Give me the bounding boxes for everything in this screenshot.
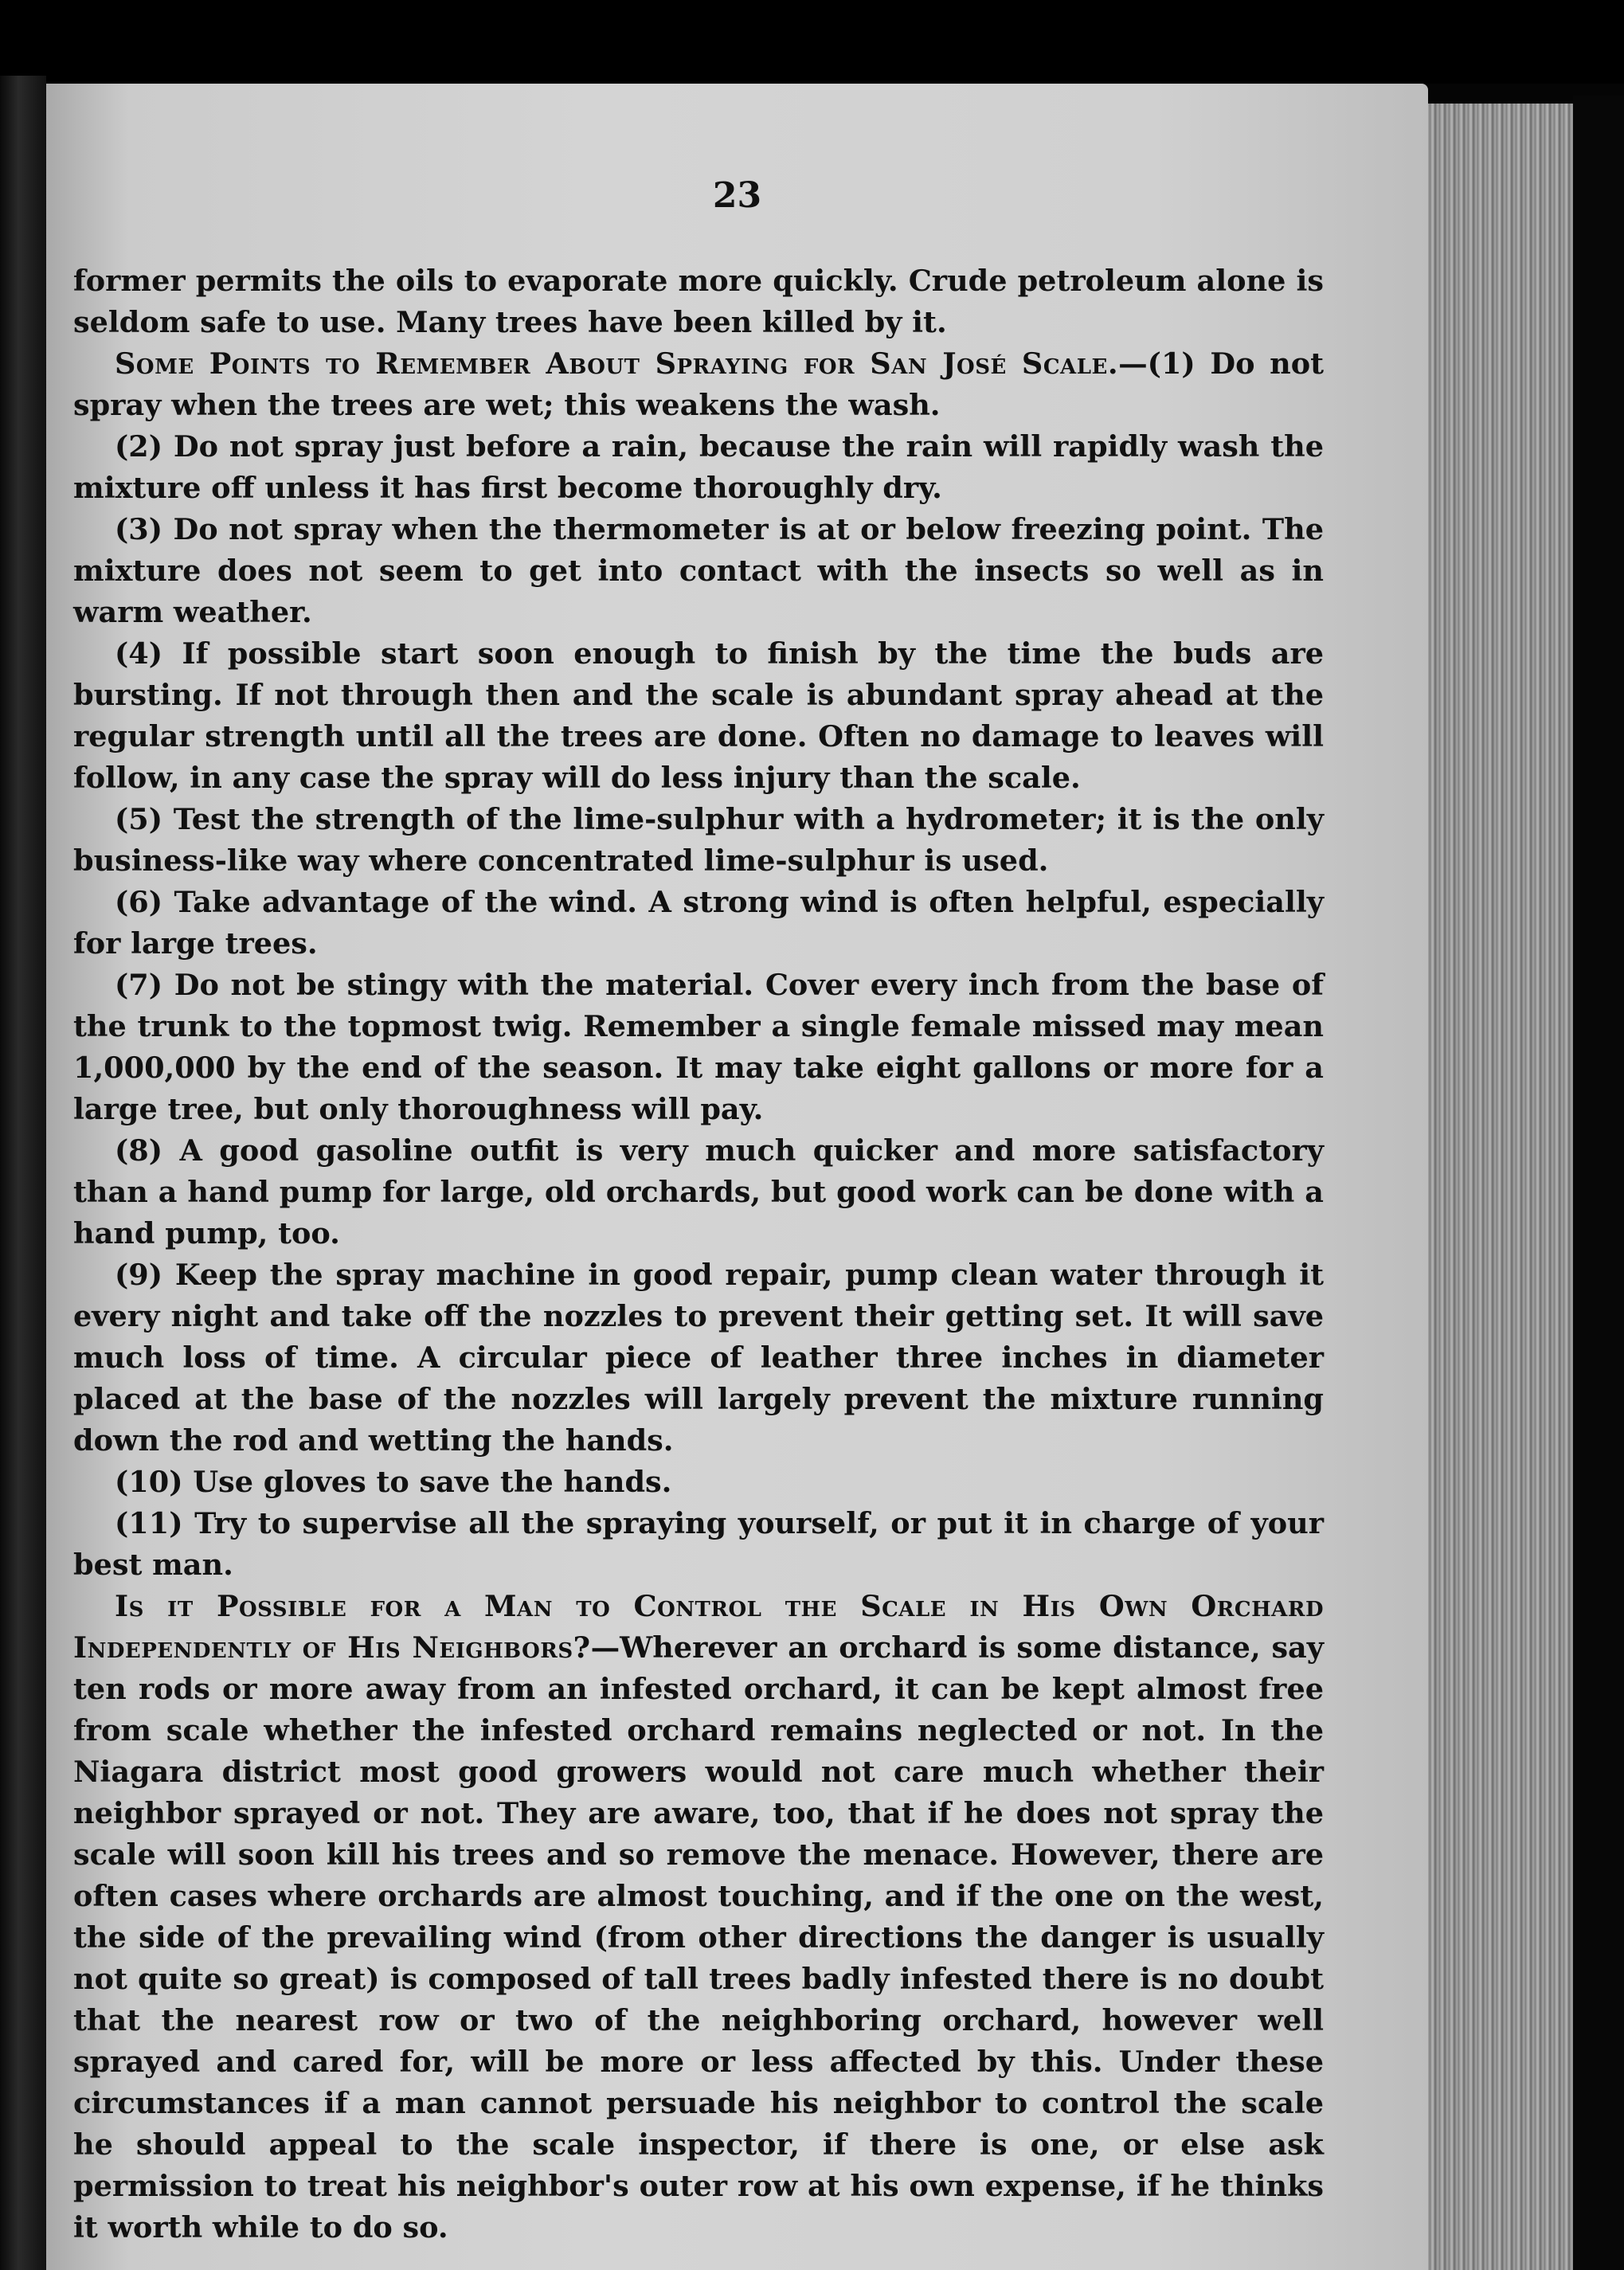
list-item [73, 799, 1324, 882]
page-body [73, 260, 1324, 2248]
paragraph-text: (3) Do not spray when the thermometer is at or below freezing point. The mixture does not seem to get into contact with the insects so well as in warm weather. [73, 512, 1324, 629]
list-item [73, 509, 1324, 633]
paragraph-section-heading [73, 1586, 1324, 2248]
scan-border-top [0, 0, 1624, 84]
paragraph-section-heading [73, 343, 1324, 426]
paragraph-text: former permits the oils to evaporate more quickly. Crude petroleum alone is seldom safe to use. Many trees have been killed by it. [73, 264, 1324, 339]
list-item [73, 1254, 1324, 1462]
paragraph-text: (7) Do not be stingy with the material. Cover every inch from the base of the trunk to the topmost twig. Remember a single female missed may mean 1,000,000 by the end of the season. It may take eight gallons or more for a large tree, but only thoroughness will pay. [73, 968, 1324, 1126]
paragraph-text: (4) If possible start soon enough to finish by the time the buds are bursting. If not through then and the scale is abundant spray ahead at the regular strength until all the trees are done. Often no damage to leaves will follow, in any case the spray will do less injury than the scale. [73, 636, 1324, 795]
paragraph-text: —Wherever an orchard is some distance, say ten rods or more away from an infested orchard, it can be kept almost free from scale whether the infested orchard remains neglected or not. In the Niagara district most good growers would not care much whether their neighbor sprayed or not. They are aware, too, that if he does not spray the scale will soon kill his trees and so remove the menace. However, there are often cases where orchards are almost touching, and if the one on the west, the side of the prevailing wind (from other directions the danger is usually not quite so great) is composed of tall trees badly infested there is no doubt that the nearest row or two of the neighboring orchard, however well sprayed and cared for, will be more or less affected by this. Under these circumstances if a man cannot persuade his neighbor to control the scale he should appeal to the scale inspector, if there is one, or else ask permission to treat his neighbor's outer row at his own expense, if he thinks it worth while to do so. [73, 1630, 1325, 2245]
paragraph-text: (8) A good gasoline outfit is very much quicker and more satisfactory than a hand pump for large, old orchards, but good work can be done with a hand pump, too. [73, 1133, 1324, 1250]
paragraph-text: (5) Test the strength of the lime-sulphur with a hydrometer; it is the only business-like way where concentrated lime-sulphur is used. [73, 802, 1324, 878]
paragraph-continuation [73, 260, 1324, 343]
paragraph-text: (11) Try to supervise all the spraying yourself, or put it in charge of your best man. [73, 1506, 1324, 1582]
paragraph-text: (2) Do not spray just before a rain, because the rain will rapidly wash the mixture off unless it has first become thoroughly dry. [73, 429, 1324, 505]
paragraph-text: (9) Keep the spray machine in good repair, pump clean water through it every night and take off the nozzles to prevent their getting set. It will save much loss of time. A circular piece of leather three inches in diameter placed at the base of the nozzles will largely prevent the mixture running down the rod and wetting the hands. [73, 1258, 1324, 1458]
paragraph-text: (6) Take advantage of the wind. A strong wind is often helpful, especially for large trees. [73, 885, 1324, 961]
book-spine-edge [0, 76, 46, 2270]
section-heading: Is it Possible for a Man to Control the Scale in His Own Orchard Independently of His Neighbors? [73, 1589, 1324, 1665]
page-number: 23 [712, 175, 762, 216]
list-item [73, 426, 1324, 509]
section-heading: Some Points to Remember About Spraying for San José Scale. [115, 346, 1119, 381]
list-item [73, 965, 1324, 1130]
book-page [46, 84, 1428, 2270]
list-item [73, 1130, 1324, 1254]
list-item [73, 1462, 1324, 1503]
paragraph-text: (10) Use gloves to save the hands. [115, 1465, 672, 1499]
paragraph-text: —(1) Do not spray when the trees are wet; this weakens the wash. [73, 346, 1325, 422]
list-item [73, 882, 1324, 965]
list-item [73, 633, 1324, 799]
list-item [73, 1503, 1324, 1586]
scan-border-right [1573, 96, 1624, 2270]
